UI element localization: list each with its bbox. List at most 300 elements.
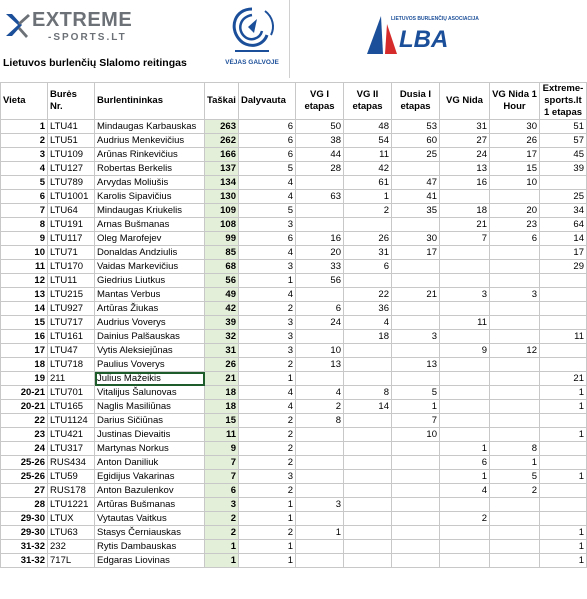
cell-vieta[interactable]: 17 <box>1 344 48 358</box>
cell-points[interactable]: 56 <box>205 274 239 288</box>
cell-vg2[interactable] <box>344 484 392 498</box>
cell-vg1[interactable]: 56 <box>296 274 344 288</box>
cell-vg2[interactable]: 1 <box>344 190 392 204</box>
cell-vg1[interactable]: 2 <box>296 400 344 414</box>
cell-vg2[interactable] <box>344 218 392 232</box>
cell-vgnida-1hour[interactable]: 30 <box>490 120 540 134</box>
cell-participated[interactable]: 4 <box>239 190 296 204</box>
cell-vgnida-1hour[interactable] <box>490 274 540 288</box>
cell-sail-number[interactable]: LTU117 <box>48 232 95 246</box>
cell-vgnida[interactable]: 3 <box>440 288 490 302</box>
cell-vgnida[interactable]: 2 <box>440 512 490 526</box>
cell-vg1[interactable]: 13 <box>296 358 344 372</box>
cell-extreme-sports[interactable] <box>540 484 587 498</box>
cell-vg2[interactable]: 42 <box>344 162 392 176</box>
cell-vgnida-1hour[interactable]: 1 <box>490 456 540 470</box>
cell-sail-number[interactable]: LTU47 <box>48 344 95 358</box>
cell-vgnida[interactable] <box>440 190 490 204</box>
cell-rider-name[interactable]: Arūnas Rinkevičius <box>95 148 205 162</box>
cell-points[interactable]: 99 <box>205 232 239 246</box>
cell-vieta[interactable]: 25-26 <box>1 456 48 470</box>
cell-sail-number[interactable]: RUS434 <box>48 456 95 470</box>
cell-vg2[interactable]: 11 <box>344 148 392 162</box>
cell-points[interactable]: 130 <box>205 190 239 204</box>
cell-participated[interactable]: 2 <box>239 302 296 316</box>
cell-dusia1[interactable]: 25 <box>392 148 440 162</box>
cell-vg2[interactable]: 31 <box>344 246 392 260</box>
cell-vg2[interactable]: 4 <box>344 316 392 330</box>
cell-points[interactable]: 18 <box>205 400 239 414</box>
cell-sail-number[interactable]: LTU170 <box>48 260 95 274</box>
cell-vg1[interactable] <box>296 554 344 568</box>
cell-vgnida-1hour[interactable] <box>490 386 540 400</box>
cell-vg1[interactable] <box>296 442 344 456</box>
cell-vg1[interactable] <box>296 540 344 554</box>
cell-vieta[interactable]: 11 <box>1 260 48 274</box>
cell-vg2[interactable] <box>344 274 392 288</box>
cell-points[interactable]: 2 <box>205 526 239 540</box>
cell-participated[interactable]: 5 <box>239 162 296 176</box>
cell-vieta[interactable]: 25-26 <box>1 470 48 484</box>
cell-extreme-sports[interactable] <box>540 512 587 526</box>
cell-extreme-sports[interactable] <box>540 288 587 302</box>
cell-sail-number[interactable]: LTU927 <box>48 302 95 316</box>
cell-vgnida-1hour[interactable]: 12 <box>490 344 540 358</box>
cell-points[interactable]: 39 <box>205 316 239 330</box>
cell-participated[interactable]: 2 <box>239 428 296 442</box>
cell-vg1[interactable]: 28 <box>296 162 344 176</box>
cell-dusia1[interactable]: 30 <box>392 232 440 246</box>
cell-vg2[interactable] <box>344 414 392 428</box>
cell-vg2[interactable]: 18 <box>344 330 392 344</box>
cell-vgnida-1hour[interactable]: 20 <box>490 204 540 218</box>
cell-vieta[interactable]: 1 <box>1 120 48 134</box>
cell-extreme-sports[interactable] <box>540 344 587 358</box>
cell-points[interactable]: 9 <box>205 442 239 456</box>
cell-vg2[interactable] <box>344 372 392 386</box>
cell-sail-number[interactable]: LTU41 <box>48 120 95 134</box>
cell-vieta[interactable]: 4 <box>1 162 48 176</box>
cell-vgnida[interactable] <box>440 330 490 344</box>
cell-extreme-sports[interactable]: 1 <box>540 386 587 400</box>
cell-rider-name[interactable]: Julius Mažeikis <box>95 372 205 386</box>
cell-vgnida-1hour[interactable] <box>490 302 540 316</box>
cell-extreme-sports[interactable] <box>540 414 587 428</box>
cell-vg2[interactable]: 14 <box>344 400 392 414</box>
cell-extreme-sports[interactable]: 1 <box>540 554 587 568</box>
col-nr-header[interactable]: Burės Nr. <box>48 83 95 120</box>
cell-vg2[interactable]: 54 <box>344 134 392 148</box>
cell-extreme-sports[interactable]: 1 <box>540 400 587 414</box>
cell-dusia1[interactable] <box>392 218 440 232</box>
cell-dusia1[interactable] <box>392 484 440 498</box>
cell-participated[interactable]: 1 <box>239 372 296 386</box>
cell-vgnida[interactable]: 21 <box>440 218 490 232</box>
cell-vg1[interactable]: 50 <box>296 120 344 134</box>
cell-sail-number[interactable]: LTU165 <box>48 400 95 414</box>
cell-points[interactable]: 21 <box>205 372 239 386</box>
cell-points[interactable]: 262 <box>205 134 239 148</box>
cell-extreme-sports[interactable]: 14 <box>540 232 587 246</box>
cell-vgnida[interactable]: 9 <box>440 344 490 358</box>
cell-vgnida[interactable] <box>440 372 490 386</box>
cell-rider-name[interactable]: Anton Bazulenkov <box>95 484 205 498</box>
cell-vg2[interactable] <box>344 456 392 470</box>
cell-rider-name[interactable]: Mindaugas Karbauskas <box>95 120 205 134</box>
cell-vieta[interactable]: 3 <box>1 148 48 162</box>
cell-vgnida-1hour[interactable] <box>490 330 540 344</box>
cell-dusia1[interactable]: 17 <box>392 246 440 260</box>
cell-points[interactable]: 18 <box>205 386 239 400</box>
cell-points[interactable]: 26 <box>205 358 239 372</box>
cell-vg1[interactable]: 63 <box>296 190 344 204</box>
cell-vgnida-1hour[interactable]: 10 <box>490 176 540 190</box>
cell-vieta[interactable]: 20-21 <box>1 386 48 400</box>
cell-vg1[interactable]: 4 <box>296 386 344 400</box>
cell-sail-number[interactable]: LTU1001 <box>48 190 95 204</box>
cell-extreme-sports[interactable] <box>540 456 587 470</box>
cell-vg1[interactable]: 3 <box>296 498 344 512</box>
cell-vgnida-1hour[interactable] <box>490 498 540 512</box>
cell-dusia1[interactable]: 13 <box>392 358 440 372</box>
col-vieta-header[interactable]: Vieta <box>1 83 48 120</box>
cell-vg1[interactable]: 20 <box>296 246 344 260</box>
cell-sail-number[interactable]: LTU161 <box>48 330 95 344</box>
cell-sail-number[interactable]: LTU317 <box>48 442 95 456</box>
cell-participated[interactable]: 4 <box>239 400 296 414</box>
cell-dusia1[interactable] <box>392 316 440 330</box>
cell-vg2[interactable] <box>344 470 392 484</box>
cell-participated[interactable]: 3 <box>239 316 296 330</box>
cell-rider-name[interactable]: Oleg Marofejev <box>95 232 205 246</box>
cell-vg1[interactable] <box>296 204 344 218</box>
cell-vg2[interactable]: 61 <box>344 176 392 190</box>
cell-sail-number[interactable]: LTU718 <box>48 358 95 372</box>
col-vg1-header[interactable]: VG I etapas <box>296 83 344 120</box>
cell-dusia1[interactable]: 1 <box>392 400 440 414</box>
cell-points[interactable]: 1 <box>205 554 239 568</box>
cell-points[interactable]: 85 <box>205 246 239 260</box>
cell-vgnida[interactable] <box>440 386 490 400</box>
cell-vieta[interactable]: 13 <box>1 288 48 302</box>
cell-sail-number[interactable]: LTU51 <box>48 134 95 148</box>
cell-vgnida[interactable]: 6 <box>440 456 490 470</box>
cell-vgnida[interactable]: 4 <box>440 484 490 498</box>
cell-vgnida[interactable]: 27 <box>440 134 490 148</box>
cell-participated[interactable]: 3 <box>239 470 296 484</box>
cell-vieta[interactable]: 9 <box>1 232 48 246</box>
cell-extreme-sports[interactable] <box>540 498 587 512</box>
cell-rider-name[interactable]: Audrius Menkevičius <box>95 134 205 148</box>
cell-points[interactable]: 108 <box>205 218 239 232</box>
cell-rider-name[interactable]: Arvydas Moliušis <box>95 176 205 190</box>
cell-rider-name[interactable]: Artūras Bušmanas <box>95 498 205 512</box>
cell-dusia1[interactable]: 3 <box>392 330 440 344</box>
cell-vieta[interactable]: 10 <box>1 246 48 260</box>
cell-vg1[interactable] <box>296 176 344 190</box>
cell-extreme-sports[interactable]: 29 <box>540 260 587 274</box>
cell-participated[interactable]: 1 <box>239 512 296 526</box>
cell-extreme-sports[interactable]: 21 <box>540 372 587 386</box>
cell-vgnida-1hour[interactable] <box>490 260 540 274</box>
cell-vieta[interactable]: 28 <box>1 498 48 512</box>
cell-vgnida-1hour[interactable]: 3 <box>490 288 540 302</box>
cell-rider-name[interactable]: Vytautas Vaitkus <box>95 512 205 526</box>
cell-vgnida[interactable]: 1 <box>440 442 490 456</box>
cell-vgnida[interactable] <box>440 302 490 316</box>
cell-participated[interactable]: 6 <box>239 120 296 134</box>
cell-extreme-sports[interactable] <box>540 358 587 372</box>
cell-dusia1[interactable] <box>392 456 440 470</box>
cell-vgnida[interactable] <box>440 246 490 260</box>
cell-vieta[interactable]: 14 <box>1 302 48 316</box>
cell-extreme-sports[interactable]: 17 <box>540 246 587 260</box>
cell-vieta[interactable]: 18 <box>1 358 48 372</box>
col-vgnida-header[interactable]: VG Nida <box>440 83 490 120</box>
cell-points[interactable]: 6 <box>205 484 239 498</box>
cell-extreme-sports[interactable]: 57 <box>540 134 587 148</box>
cell-rider-name[interactable]: Artūras Žiukas <box>95 302 205 316</box>
cell-rider-name[interactable]: Stasys Černiauskas <box>95 526 205 540</box>
cell-participated[interactable]: 6 <box>239 148 296 162</box>
cell-points[interactable]: 15 <box>205 414 239 428</box>
cell-dusia1[interactable] <box>392 498 440 512</box>
cell-extreme-sports[interactable]: 45 <box>540 148 587 162</box>
cell-vgnida[interactable] <box>440 274 490 288</box>
cell-sail-number[interactable]: 232 <box>48 540 95 554</box>
cell-vieta[interactable]: 20-21 <box>1 400 48 414</box>
cell-participated[interactable]: 1 <box>239 498 296 512</box>
cell-extreme-sports[interactable]: 1 <box>540 526 587 540</box>
cell-vg2[interactable] <box>344 498 392 512</box>
cell-vgnida-1hour[interactable] <box>490 372 540 386</box>
cell-rider-name[interactable]: Mindaugas Kriukelis <box>95 204 205 218</box>
cell-vieta[interactable]: 31-32 <box>1 554 48 568</box>
cell-vg2[interactable]: 8 <box>344 386 392 400</box>
cell-vgnida[interactable] <box>440 400 490 414</box>
cell-vgnida-1hour[interactable]: 23 <box>490 218 540 232</box>
cell-vgnida[interactable]: 13 <box>440 162 490 176</box>
cell-vgnida[interactable] <box>440 260 490 274</box>
cell-points[interactable]: 7 <box>205 470 239 484</box>
cell-sail-number[interactable]: LTU717 <box>48 316 95 330</box>
cell-participated[interactable]: 1 <box>239 540 296 554</box>
cell-vgnida[interactable] <box>440 414 490 428</box>
cell-dusia1[interactable]: 41 <box>392 190 440 204</box>
cell-vieta[interactable]: 19 <box>1 372 48 386</box>
cell-sail-number[interactable]: LTU1221 <box>48 498 95 512</box>
cell-extreme-sports[interactable] <box>540 302 587 316</box>
cell-extreme-sports[interactable]: 11 <box>540 330 587 344</box>
cell-participated[interactable]: 2 <box>239 456 296 470</box>
cell-participated[interactable]: 3 <box>239 344 296 358</box>
cell-points[interactable]: 109 <box>205 204 239 218</box>
cell-vg2[interactable] <box>344 512 392 526</box>
cell-vg2[interactable] <box>344 540 392 554</box>
cell-vieta[interactable]: 8 <box>1 218 48 232</box>
cell-vg2[interactable]: 2 <box>344 204 392 218</box>
cell-vgnida[interactable]: 11 <box>440 316 490 330</box>
cell-points[interactable]: 166 <box>205 148 239 162</box>
cell-vgnida[interactable]: 31 <box>440 120 490 134</box>
cell-vg1[interactable] <box>296 456 344 470</box>
cell-points[interactable]: 11 <box>205 428 239 442</box>
cell-vg1[interactable] <box>296 428 344 442</box>
cell-vieta[interactable]: 27 <box>1 484 48 498</box>
cell-sail-number[interactable]: LTU64 <box>48 204 95 218</box>
cell-vgnida[interactable] <box>440 498 490 512</box>
cell-extreme-sports[interactable]: 39 <box>540 162 587 176</box>
cell-vg2[interactable] <box>344 358 392 372</box>
cell-sail-number[interactable]: LTU1124 <box>48 414 95 428</box>
cell-dusia1[interactable] <box>392 526 440 540</box>
cell-extreme-sports[interactable] <box>540 442 587 456</box>
cell-rider-name[interactable]: Martynas Norkus <box>95 442 205 456</box>
cell-vg2[interactable]: 48 <box>344 120 392 134</box>
cell-rider-name[interactable]: Anton Daniliuk <box>95 456 205 470</box>
cell-dusia1[interactable] <box>392 554 440 568</box>
cell-dusia1[interactable]: 10 <box>392 428 440 442</box>
cell-participated[interactable]: 2 <box>239 484 296 498</box>
cell-vgnida-1hour[interactable] <box>490 428 540 442</box>
cell-vgnida-1hour[interactable]: 5 <box>490 470 540 484</box>
cell-sail-number[interactable]: LTU63 <box>48 526 95 540</box>
cell-vg1[interactable]: 24 <box>296 316 344 330</box>
cell-extreme-sports[interactable] <box>540 274 587 288</box>
cell-rider-name[interactable]: Naglis Masiliūnas <box>95 400 205 414</box>
cell-sail-number[interactable]: LTU71 <box>48 246 95 260</box>
cell-vgnida-1hour[interactable] <box>490 400 540 414</box>
cell-vg1[interactable] <box>296 484 344 498</box>
cell-vieta[interactable]: 23 <box>1 428 48 442</box>
cell-extreme-sports[interactable]: 25 <box>540 190 587 204</box>
cell-vgnida[interactable]: 24 <box>440 148 490 162</box>
cell-points[interactable]: 68 <box>205 260 239 274</box>
cell-participated[interactable]: 5 <box>239 204 296 218</box>
cell-participated[interactable]: 6 <box>239 232 296 246</box>
cell-rider-name[interactable]: Paulius Voverys <box>95 358 205 372</box>
cell-rider-name[interactable]: Edgaras Liovinas <box>95 554 205 568</box>
cell-sail-number[interactable]: LTU127 <box>48 162 95 176</box>
cell-participated[interactable]: 4 <box>239 288 296 302</box>
cell-vgnida[interactable]: 7 <box>440 232 490 246</box>
cell-vgnida-1hour[interactable] <box>490 414 540 428</box>
cell-rider-name[interactable]: Donaldas Andziulis <box>95 246 205 260</box>
cell-rider-name[interactable]: Vitalijus Šalunovas <box>95 386 205 400</box>
cell-rider-name[interactable]: Egidijus Vakarinas <box>95 470 205 484</box>
cell-vgnida[interactable] <box>440 540 490 554</box>
cell-dusia1[interactable]: 7 <box>392 414 440 428</box>
cell-participated[interactable]: 2 <box>239 358 296 372</box>
cell-vg1[interactable] <box>296 372 344 386</box>
cell-points[interactable]: 32 <box>205 330 239 344</box>
col-vg2-header[interactable]: VG II etapas <box>344 83 392 120</box>
cell-dusia1[interactable]: 53 <box>392 120 440 134</box>
cell-vg1[interactable] <box>296 470 344 484</box>
cell-vgnida[interactable] <box>440 358 490 372</box>
cell-participated[interactable]: 3 <box>239 330 296 344</box>
cell-dusia1[interactable]: 47 <box>392 176 440 190</box>
cell-dusia1[interactable]: 21 <box>392 288 440 302</box>
cell-vgnida-1hour[interactable]: 2 <box>490 484 540 498</box>
cell-rider-name[interactable]: Arnas Bušmanas <box>95 218 205 232</box>
cell-dusia1[interactable] <box>392 302 440 316</box>
cell-points[interactable]: 49 <box>205 288 239 302</box>
cell-points[interactable]: 42 <box>205 302 239 316</box>
cell-vg2[interactable]: 22 <box>344 288 392 302</box>
cell-dusia1[interactable] <box>392 512 440 526</box>
cell-vieta[interactable]: 15 <box>1 316 48 330</box>
cell-sail-number[interactable]: 211 <box>48 372 95 386</box>
cell-sail-number[interactable]: LTU421 <box>48 428 95 442</box>
cell-points[interactable]: 134 <box>205 176 239 190</box>
cell-extreme-sports[interactable] <box>540 176 587 190</box>
cell-dusia1[interactable] <box>392 470 440 484</box>
cell-participated[interactable]: 1 <box>239 554 296 568</box>
cell-vgnida[interactable] <box>440 428 490 442</box>
col-name-header[interactable]: Burlentininkas <box>95 83 205 120</box>
cell-rider-name[interactable]: Mantas Verbus <box>95 288 205 302</box>
cell-dusia1[interactable]: 35 <box>392 204 440 218</box>
cell-sail-number[interactable]: LTU789 <box>48 176 95 190</box>
cell-participated[interactable]: 4 <box>239 246 296 260</box>
cell-vg1[interactable]: 33 <box>296 260 344 274</box>
cell-participated[interactable]: 6 <box>239 134 296 148</box>
col-dalyvauta-header[interactable]: Dalyvauta <box>239 83 296 120</box>
cell-vg1[interactable]: 1 <box>296 526 344 540</box>
cell-vg2[interactable] <box>344 442 392 456</box>
cell-sail-number[interactable]: RUS178 <box>48 484 95 498</box>
cell-vg2[interactable]: 36 <box>344 302 392 316</box>
cell-extreme-sports[interactable]: 1 <box>540 428 587 442</box>
cell-participated[interactable]: 2 <box>239 442 296 456</box>
cell-vg1[interactable]: 8 <box>296 414 344 428</box>
cell-participated[interactable]: 1 <box>239 274 296 288</box>
cell-rider-name[interactable]: Rytis Dambauskas <box>95 540 205 554</box>
cell-vgnida-1hour[interactable] <box>490 540 540 554</box>
cell-vgnida-1hour[interactable] <box>490 316 540 330</box>
cell-dusia1[interactable] <box>392 372 440 386</box>
cell-vg1[interactable]: 16 <box>296 232 344 246</box>
cell-sail-number[interactable]: LTU215 <box>48 288 95 302</box>
cell-points[interactable]: 3 <box>205 498 239 512</box>
cell-dusia1[interactable] <box>392 274 440 288</box>
cell-extreme-sports[interactable]: 51 <box>540 120 587 134</box>
cell-vieta[interactable]: 29-30 <box>1 512 48 526</box>
cell-vg1[interactable] <box>296 330 344 344</box>
cell-vieta[interactable]: 12 <box>1 274 48 288</box>
cell-vieta[interactable]: 6 <box>1 190 48 204</box>
cell-vg1[interactable] <box>296 288 344 302</box>
col-taskai-header[interactable]: Taškai <box>205 83 239 120</box>
cell-vg1[interactable]: 44 <box>296 148 344 162</box>
cell-sail-number[interactable]: LTU11 <box>48 274 95 288</box>
cell-vgnida-1hour[interactable] <box>490 554 540 568</box>
cell-vieta[interactable]: 16 <box>1 330 48 344</box>
cell-vg1[interactable]: 38 <box>296 134 344 148</box>
cell-vieta[interactable]: 5 <box>1 176 48 190</box>
cell-vgnida-1hour[interactable] <box>490 246 540 260</box>
cell-vieta[interactable]: 2 <box>1 134 48 148</box>
cell-vgnida[interactable]: 16 <box>440 176 490 190</box>
cell-vgnida-1hour[interactable]: 8 <box>490 442 540 456</box>
cell-rider-name[interactable]: Robertas Berkelis <box>95 162 205 176</box>
cell-participated[interactable]: 2 <box>239 414 296 428</box>
cell-extreme-sports[interactable]: 34 <box>540 204 587 218</box>
cell-rider-name[interactable]: Darius Sičiūnas <box>95 414 205 428</box>
cell-vg1[interactable] <box>296 218 344 232</box>
cell-dusia1[interactable]: 5 <box>392 386 440 400</box>
